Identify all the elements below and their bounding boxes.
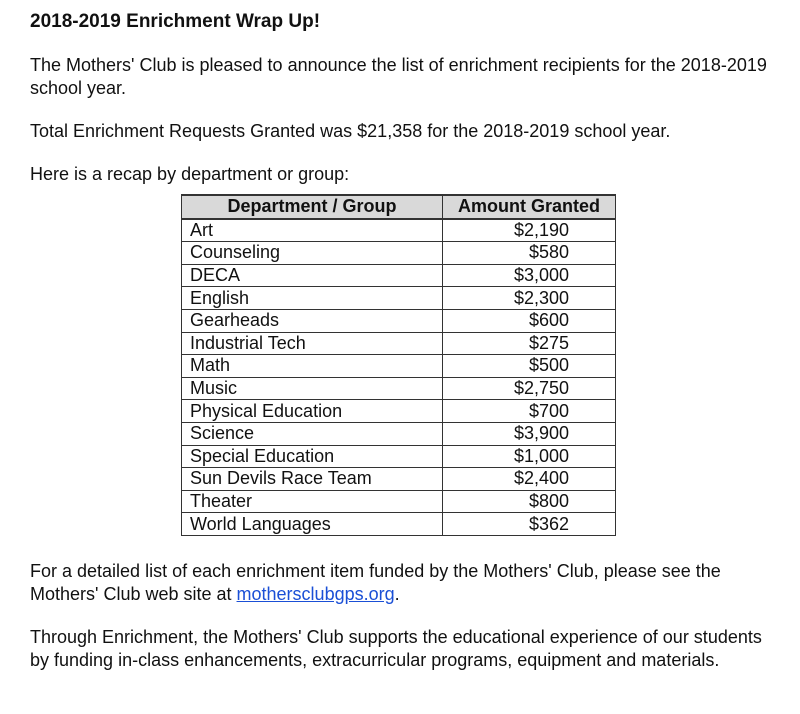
department-cell: Science bbox=[182, 422, 443, 445]
amount-cell: $2,300 bbox=[443, 287, 616, 310]
column-header-department: Department / Group bbox=[182, 195, 443, 219]
amount-cell: $362 bbox=[443, 513, 616, 536]
intro-paragraph: The Mothers' Club is pleased to announce the list of enrichment recipients for the 2018-2019 school year. bbox=[30, 55, 767, 98]
department-cell: Math bbox=[182, 355, 443, 378]
amount-cell: $2,400 bbox=[443, 468, 616, 491]
department-cell: Music bbox=[182, 377, 443, 400]
amount-cell: $700 bbox=[443, 400, 616, 423]
table-header-row bbox=[182, 195, 616, 219]
amount-cell: $1,000 bbox=[443, 445, 616, 468]
enrichment-table bbox=[181, 194, 616, 536]
amount-cell: $3,900 bbox=[443, 422, 616, 445]
closing-paragraph: Through Enrichment, the Mothers' Club supports the educational experience of our students by funding in-class enhancements, extracurricular programs, equipment and materials. bbox=[30, 626, 762, 670]
table-row bbox=[182, 513, 616, 536]
department-cell: Physical Education bbox=[182, 400, 443, 423]
table-row bbox=[182, 287, 616, 310]
table-row bbox=[182, 219, 616, 242]
amount-cell: $3,000 bbox=[443, 264, 616, 287]
amount-cell: $600 bbox=[443, 309, 616, 332]
department-cell: World Languages bbox=[182, 513, 443, 536]
department-cell: Art bbox=[182, 219, 443, 242]
department-cell: English bbox=[182, 287, 443, 310]
detail-text: For a detailed list of each enrichment item funded by the Mothers' Club, please see the Mothers' Club web site at bbox=[30, 560, 721, 604]
amount-cell: $500 bbox=[443, 355, 616, 378]
recap-intro: Here is a recap by department or group: bbox=[30, 164, 350, 184]
total-paragraph: Total Enrichment Requests Granted was $21,358 for the 2018-2019 school year. bbox=[30, 121, 671, 141]
department-cell: Special Education bbox=[182, 445, 443, 468]
table-row bbox=[182, 400, 616, 423]
table-row bbox=[182, 445, 616, 468]
mothers-club-website-link[interactable]: mothersclubgps.org bbox=[236, 583, 395, 604]
table-row bbox=[182, 309, 616, 332]
page-title: 2018-2019 Enrichment Wrap Up! bbox=[30, 11, 321, 32]
department-cell: Sun Devils Race Team bbox=[182, 468, 443, 491]
table-row bbox=[182, 332, 616, 355]
amount-cell: $275 bbox=[443, 332, 616, 355]
table-row bbox=[182, 468, 616, 491]
table-row bbox=[182, 490, 616, 513]
table-row bbox=[182, 377, 616, 400]
amount-cell: $2,750 bbox=[443, 377, 616, 400]
table-row bbox=[182, 355, 616, 378]
amount-cell: $580 bbox=[443, 242, 616, 265]
department-cell: Counseling bbox=[182, 242, 443, 265]
column-header-amount: Amount Granted bbox=[443, 195, 616, 219]
detail-text-end: . bbox=[394, 583, 400, 604]
table-row bbox=[182, 422, 616, 445]
table-row bbox=[182, 264, 616, 287]
amount-cell: $800 bbox=[443, 490, 616, 513]
document-body bbox=[30, 10, 780, 692]
department-cell: Theater bbox=[182, 490, 443, 513]
department-cell: Gearheads bbox=[182, 309, 443, 332]
amount-cell: $2,190 bbox=[443, 219, 616, 242]
table-row bbox=[182, 242, 616, 265]
detail-paragraph bbox=[30, 560, 780, 606]
department-cell: Industrial Tech bbox=[182, 332, 443, 355]
department-cell: DECA bbox=[182, 264, 443, 287]
